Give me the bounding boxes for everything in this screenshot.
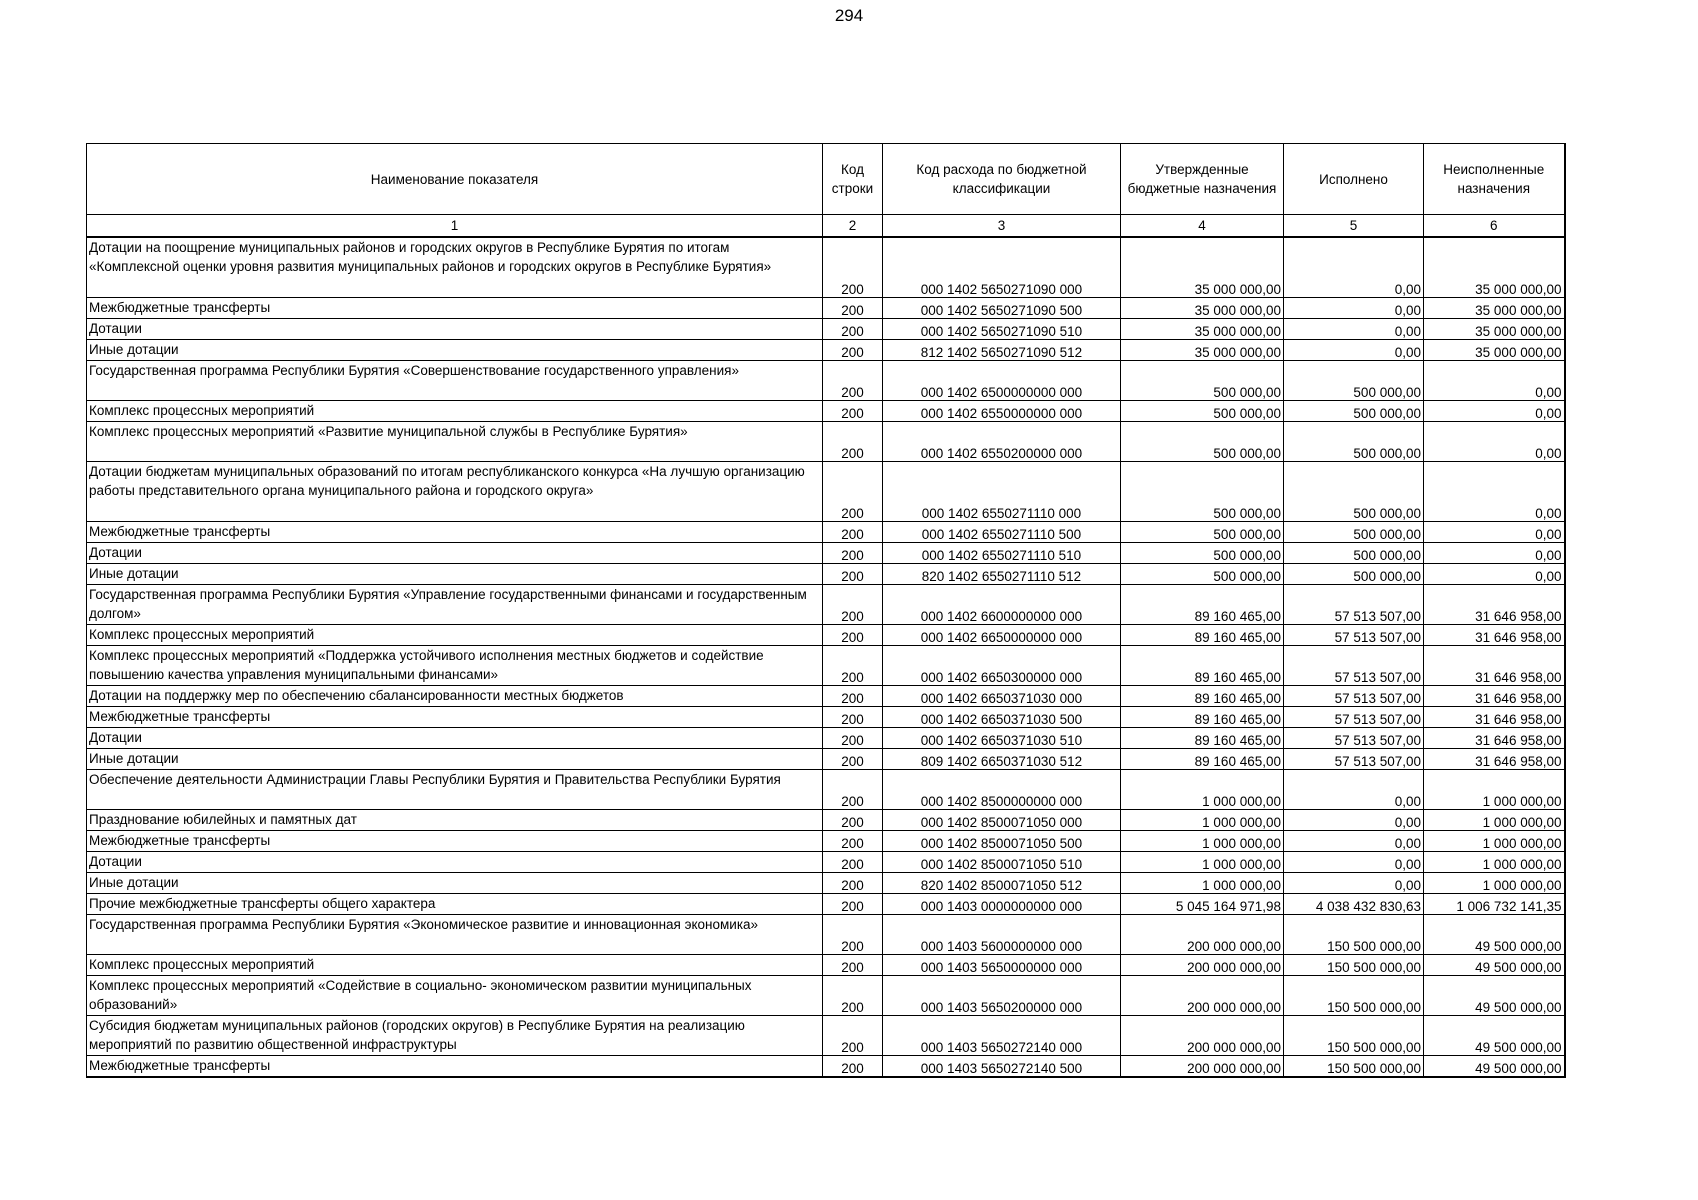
row-approved: 89 160 465,00: [1121, 585, 1284, 625]
row-name: Обеспечение деятельности Администрации Главы Республики Бурятия и Правительства Республики Бурятия: [87, 770, 823, 810]
row-executed: 0,00: [1284, 237, 1424, 298]
row-budget-code: 000 1402 8500071050 500: [883, 831, 1121, 852]
row-approved: 1 000 000,00: [1121, 852, 1284, 873]
page-number: 294: [834, 6, 864, 25]
row-budget-code: 000 1402 6650371030 000: [883, 686, 1121, 707]
table-row: [87, 401, 1565, 422]
row-approved: 500 000,00: [1121, 543, 1284, 564]
row-executed: 500 000,00: [1284, 564, 1424, 585]
row-budget-code: 000 1402 5650271090 510: [883, 319, 1121, 340]
column-number: 4: [1121, 215, 1284, 238]
table-row: [87, 707, 1565, 728]
row-unexecuted: 49 500 000,00: [1424, 1016, 1565, 1056]
header-approved: Утвержденные бюджетные назначения: [1121, 144, 1284, 215]
row-executed: 150 500 000,00: [1284, 915, 1424, 955]
row-executed: 500 000,00: [1284, 401, 1424, 422]
row-budget-code: 820 1402 6550271110 512: [883, 564, 1121, 585]
row-unexecuted: 49 500 000,00: [1424, 976, 1565, 1016]
row-name: Празднование юбилейных и памятных дат: [87, 810, 823, 831]
row-executed: 57 513 507,00: [1284, 728, 1424, 749]
table-row: [87, 873, 1565, 894]
row-name: Комплекс процессных мероприятий «Развитие муниципальной службы в Республике Бурятия»: [87, 422, 823, 462]
table-row: [87, 422, 1565, 462]
row-name: Дотации на поощрение муниципальных районов и городских округов в Республике Бурятия по итогам «Комплексной оценки уровня развития муниципальных районов и городских округов в Республике Бурятия»: [87, 237, 823, 298]
row-budget-code: 000 1402 6550000000 000: [883, 401, 1121, 422]
row-name: Дотации: [87, 728, 823, 749]
row-budget-code: 000 1403 0000000000 000: [883, 894, 1121, 915]
row-budget-code: 000 1402 5650271090 000: [883, 237, 1121, 298]
row-budget-code: 000 1403 5650000000 000: [883, 955, 1121, 976]
row-name: Государственная программа Республики Бурятия «Совершенствование государственного управления»: [87, 361, 823, 401]
row-line-code: 200: [823, 522, 883, 543]
row-name: Государственная программа Республики Бурятия «Экономическое развитие и инновационная экономика»: [87, 915, 823, 955]
row-line-code: 200: [823, 237, 883, 298]
header-executed: Исполнено: [1284, 144, 1424, 215]
table-header-row: [87, 144, 1565, 215]
row-unexecuted: 1 000 000,00: [1424, 831, 1565, 852]
column-number: 6: [1424, 215, 1565, 238]
row-approved: 89 160 465,00: [1121, 625, 1284, 646]
header-unexecuted: Неисполненные назначения: [1424, 144, 1565, 215]
table-row: [87, 770, 1565, 810]
row-executed: 0,00: [1284, 831, 1424, 852]
row-executed: 57 513 507,00: [1284, 646, 1424, 686]
row-unexecuted: 0,00: [1424, 361, 1565, 401]
row-line-code: 200: [823, 564, 883, 585]
row-unexecuted: 35 000 000,00: [1424, 298, 1565, 319]
row-line-code: 200: [823, 686, 883, 707]
row-line-code: 200: [823, 462, 883, 522]
row-line-code: 200: [823, 361, 883, 401]
row-line-code: 200: [823, 340, 883, 361]
row-name: Комплекс процессных мероприятий «Поддержка устойчивого исполнения местных бюджетов и содействие повышению качества управления муниципальными финансами»: [87, 646, 823, 686]
row-approved: 500 000,00: [1121, 462, 1284, 522]
table-row: [87, 894, 1565, 915]
row-budget-code: 000 1402 6550271110 000: [883, 462, 1121, 522]
row-budget-code: 000 1403 5650272140 500: [883, 1056, 1121, 1078]
row-line-code: 200: [823, 976, 883, 1016]
row-name: Комплекс процессных мероприятий: [87, 955, 823, 976]
row-executed: 500 000,00: [1284, 462, 1424, 522]
table-row: [87, 340, 1565, 361]
table-row: [87, 625, 1565, 646]
row-executed: 500 000,00: [1284, 543, 1424, 564]
row-unexecuted: 0,00: [1424, 522, 1565, 543]
row-approved: 1 000 000,00: [1121, 770, 1284, 810]
row-executed: 57 513 507,00: [1284, 625, 1424, 646]
row-budget-code: 000 1402 8500071050 510: [883, 852, 1121, 873]
table-row: [87, 319, 1565, 340]
row-executed: 0,00: [1284, 319, 1424, 340]
row-budget-code: 000 1402 6550200000 000: [883, 422, 1121, 462]
row-budget-code: 000 1402 6650000000 000: [883, 625, 1121, 646]
row-name: Дотации бюджетам муниципальных образований по итогам республиканского конкурса «На лучшую организацию работы представительного органа муниципального района и городского округа»: [87, 462, 823, 522]
table-body: [87, 237, 1565, 1077]
row-name: Иные дотации: [87, 749, 823, 770]
row-line-code: 200: [823, 401, 883, 422]
row-line-code: 200: [823, 543, 883, 564]
row-budget-code: 000 1402 6650371030 500: [883, 707, 1121, 728]
header-budget-code: Код расхода по бюджетной классификации: [883, 144, 1121, 215]
row-name: Дотации: [87, 852, 823, 873]
row-approved: 5 045 164 971,98: [1121, 894, 1284, 915]
row-line-code: 200: [823, 810, 883, 831]
row-line-code: 200: [823, 585, 883, 625]
table-row: [87, 1016, 1565, 1056]
table-row: [87, 749, 1565, 770]
row-executed: 57 513 507,00: [1284, 707, 1424, 728]
table-row: [87, 646, 1565, 686]
row-name: Комплекс процессных мероприятий «Содействие в социально- экономическом развитии муниципальных образований»: [87, 976, 823, 1016]
row-approved: 35 000 000,00: [1121, 237, 1284, 298]
row-unexecuted: 49 500 000,00: [1424, 1056, 1565, 1078]
table-row: [87, 564, 1565, 585]
row-budget-code: 809 1402 6650371030 512: [883, 749, 1121, 770]
column-number: 2: [823, 215, 883, 238]
table-row: [87, 1056, 1565, 1078]
row-budget-code: 000 1402 6500000000 000: [883, 361, 1121, 401]
table-row: [87, 237, 1565, 298]
row-executed: 500 000,00: [1284, 422, 1424, 462]
column-number: 3: [883, 215, 1121, 238]
row-name: Иные дотации: [87, 873, 823, 894]
row-budget-code: 812 1402 5650271090 512: [883, 340, 1121, 361]
row-approved: 200 000 000,00: [1121, 915, 1284, 955]
table-row: [87, 852, 1565, 873]
row-unexecuted: 1 000 000,00: [1424, 810, 1565, 831]
row-name: Государственная программа Республики Бурятия «Управление государственными финансами и государственным долгом»: [87, 585, 823, 625]
header-name: Наименование показателя: [87, 144, 823, 215]
row-approved: 89 160 465,00: [1121, 728, 1284, 749]
row-executed: 0,00: [1284, 298, 1424, 319]
row-line-code: 200: [823, 319, 883, 340]
row-unexecuted: 0,00: [1424, 543, 1565, 564]
row-unexecuted: 1 000 000,00: [1424, 852, 1565, 873]
row-unexecuted: 0,00: [1424, 422, 1565, 462]
row-budget-code: 000 1402 6600000000 000: [883, 585, 1121, 625]
row-unexecuted: 1 006 732 141,35: [1424, 894, 1565, 915]
row-unexecuted: 1 000 000,00: [1424, 873, 1565, 894]
row-executed: 0,00: [1284, 340, 1424, 361]
row-budget-code: 000 1402 5650271090 500: [883, 298, 1121, 319]
row-executed: 0,00: [1284, 873, 1424, 894]
row-executed: 57 513 507,00: [1284, 686, 1424, 707]
row-unexecuted: 31 646 958,00: [1424, 707, 1565, 728]
table-row: [87, 728, 1565, 749]
row-unexecuted: 35 000 000,00: [1424, 340, 1565, 361]
row-budget-code: 000 1402 8500000000 000: [883, 770, 1121, 810]
row-approved: 1 000 000,00: [1121, 873, 1284, 894]
row-executed: 150 500 000,00: [1284, 1016, 1424, 1056]
row-budget-code: 000 1402 6650371030 510: [883, 728, 1121, 749]
row-executed: 0,00: [1284, 852, 1424, 873]
row-line-code: 200: [823, 770, 883, 810]
row-unexecuted: 31 646 958,00: [1424, 749, 1565, 770]
row-name: Субсидия бюджетам муниципальных районов (городских округов) в Республике Бурятия на реализацию мероприятий по развитию общественной инфраструктуры: [87, 1016, 823, 1056]
row-unexecuted: 1 000 000,00: [1424, 770, 1565, 810]
row-budget-code: 000 1403 5650200000 000: [883, 976, 1121, 1016]
row-executed: 500 000,00: [1284, 361, 1424, 401]
row-unexecuted: 31 646 958,00: [1424, 625, 1565, 646]
table-row: [87, 831, 1565, 852]
row-executed: 150 500 000,00: [1284, 1056, 1424, 1078]
row-unexecuted: 49 500 000,00: [1424, 915, 1565, 955]
row-executed: 57 513 507,00: [1284, 749, 1424, 770]
row-name: Дотации: [87, 543, 823, 564]
row-unexecuted: 0,00: [1424, 401, 1565, 422]
row-unexecuted: 35 000 000,00: [1424, 319, 1565, 340]
row-executed: 57 513 507,00: [1284, 585, 1424, 625]
row-executed: 150 500 000,00: [1284, 955, 1424, 976]
row-approved: 500 000,00: [1121, 522, 1284, 543]
column-number-row: [87, 215, 1565, 238]
table-row: [87, 976, 1565, 1016]
table-row: [87, 462, 1565, 522]
row-budget-code: 000 1402 8500071050 000: [883, 810, 1121, 831]
row-name: Комплекс процессных мероприятий: [87, 625, 823, 646]
row-line-code: 200: [823, 298, 883, 319]
row-unexecuted: 0,00: [1424, 462, 1565, 522]
row-approved: 1 000 000,00: [1121, 810, 1284, 831]
row-unexecuted: 31 646 958,00: [1424, 728, 1565, 749]
row-unexecuted: 31 646 958,00: [1424, 585, 1565, 625]
row-approved: 200 000 000,00: [1121, 1056, 1284, 1078]
row-unexecuted: 31 646 958,00: [1424, 686, 1565, 707]
row-approved: 35 000 000,00: [1121, 340, 1284, 361]
row-line-code: 200: [823, 955, 883, 976]
row-approved: 35 000 000,00: [1121, 319, 1284, 340]
table-row: [87, 810, 1565, 831]
row-name: Дотации: [87, 319, 823, 340]
row-name: Дотации на поддержку мер по обеспечению сбалансированности местных бюджетов: [87, 686, 823, 707]
row-approved: 200 000 000,00: [1121, 976, 1284, 1016]
row-name: Межбюджетные трансферты: [87, 298, 823, 319]
row-executed: 150 500 000,00: [1284, 976, 1424, 1016]
row-name: Межбюджетные трансферты: [87, 1056, 823, 1078]
row-line-code: 200: [823, 728, 883, 749]
row-unexecuted: 49 500 000,00: [1424, 955, 1565, 976]
row-line-code: 200: [823, 646, 883, 686]
row-name: Межбюджетные трансферты: [87, 707, 823, 728]
table-row: [87, 361, 1565, 401]
row-budget-code: 000 1402 6650300000 000: [883, 646, 1121, 686]
row-executed: 4 038 432 830,63: [1284, 894, 1424, 915]
row-line-code: 200: [823, 422, 883, 462]
row-unexecuted: 0,00: [1424, 564, 1565, 585]
budget-execution-table: [86, 143, 1566, 1078]
row-approved: 500 000,00: [1121, 422, 1284, 462]
row-line-code: 200: [823, 831, 883, 852]
row-unexecuted: 31 646 958,00: [1424, 646, 1565, 686]
row-approved: 89 160 465,00: [1121, 646, 1284, 686]
column-number: 5: [1284, 215, 1424, 238]
row-approved: 200 000 000,00: [1121, 955, 1284, 976]
row-budget-code: 000 1403 5650272140 000: [883, 1016, 1121, 1056]
row-budget-code: 000 1402 6550271110 510: [883, 543, 1121, 564]
row-line-code: 200: [823, 1056, 883, 1078]
column-number: 1: [87, 215, 823, 238]
row-approved: 89 160 465,00: [1121, 749, 1284, 770]
row-name: Межбюджетные трансферты: [87, 831, 823, 852]
row-approved: 500 000,00: [1121, 401, 1284, 422]
header-line-code: Код строки: [823, 144, 883, 215]
table-row: [87, 955, 1565, 976]
row-line-code: 200: [823, 894, 883, 915]
row-line-code: 200: [823, 1016, 883, 1056]
row-approved: 200 000 000,00: [1121, 1016, 1284, 1056]
row-name: Межбюджетные трансферты: [87, 522, 823, 543]
table-row: [87, 585, 1565, 625]
row-line-code: 200: [823, 915, 883, 955]
row-name: Прочие межбюджетные трансферты общего характера: [87, 894, 823, 915]
table-row: [87, 543, 1565, 564]
row-line-code: 200: [823, 749, 883, 770]
row-name: Комплекс процессных мероприятий: [87, 401, 823, 422]
table-row: [87, 915, 1565, 955]
row-budget-code: 000 1403 5600000000 000: [883, 915, 1121, 955]
row-approved: 1 000 000,00: [1121, 831, 1284, 852]
row-executed: 0,00: [1284, 770, 1424, 810]
table-row: [87, 522, 1565, 543]
row-line-code: 200: [823, 625, 883, 646]
row-unexecuted: 35 000 000,00: [1424, 237, 1565, 298]
row-executed: 0,00: [1284, 810, 1424, 831]
table-row: [87, 686, 1565, 707]
table-row: [87, 298, 1565, 319]
row-approved: 500 000,00: [1121, 564, 1284, 585]
row-line-code: 200: [823, 873, 883, 894]
row-line-code: 200: [823, 707, 883, 728]
row-executed: 500 000,00: [1284, 522, 1424, 543]
row-budget-code: 000 1402 6550271110 500: [883, 522, 1121, 543]
row-budget-code: 820 1402 8500071050 512: [883, 873, 1121, 894]
row-line-code: 200: [823, 852, 883, 873]
row-approved: 89 160 465,00: [1121, 707, 1284, 728]
row-name: Иные дотации: [87, 340, 823, 361]
row-name: Иные дотации: [87, 564, 823, 585]
row-approved: 500 000,00: [1121, 361, 1284, 401]
row-approved: 35 000 000,00: [1121, 298, 1284, 319]
row-approved: 89 160 465,00: [1121, 686, 1284, 707]
